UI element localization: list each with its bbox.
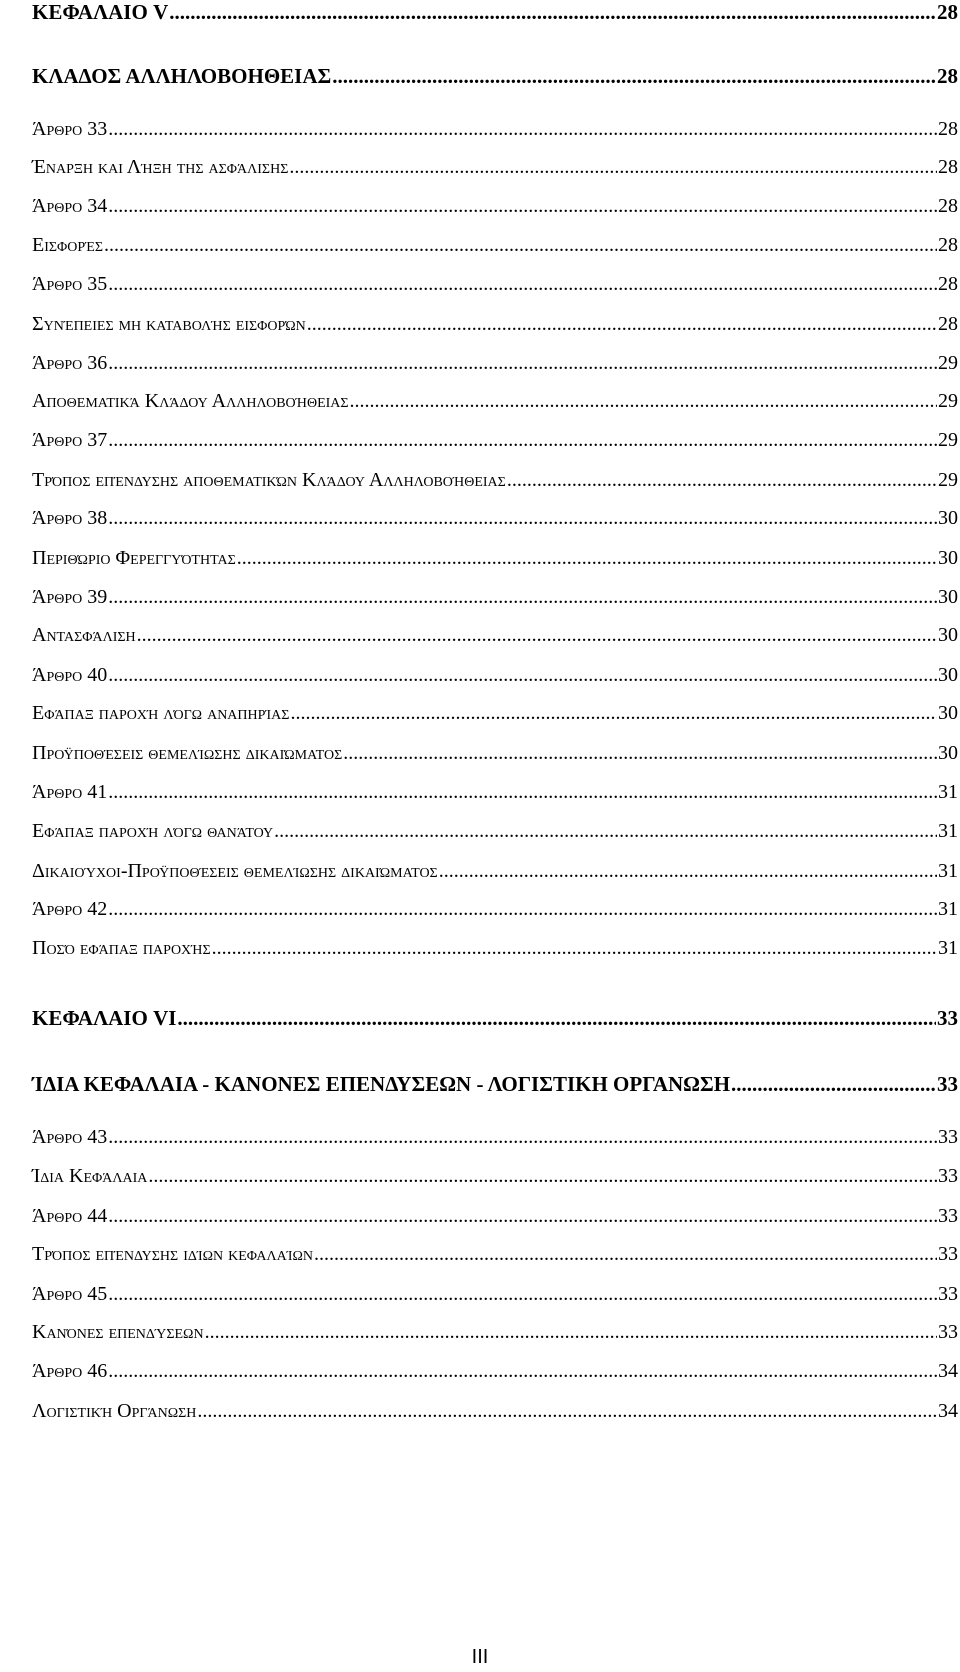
toc-entry-page: 31	[938, 937, 958, 959]
toc-entry[interactable]	[32, 820, 958, 843]
toc-entry-title: Κανόνες επενδύσεων	[32, 1321, 204, 1343]
toc-entry-page: 28	[937, 64, 958, 88]
toc-entry-page: 31	[938, 898, 958, 920]
dot-leader	[169, 0, 936, 25]
toc-entry[interactable]	[32, 195, 958, 218]
toc-entry-title: Εισφορές	[32, 234, 104, 256]
toc-entry-title: Άρθρο 38	[32, 507, 108, 529]
toc-entry[interactable]	[32, 118, 958, 141]
toc-entry-title: Άρθρο 45	[32, 1283, 108, 1305]
toc-entry-title: Άρθρο 46	[32, 1360, 108, 1382]
dot-leader	[108, 429, 937, 452]
dot-leader	[148, 1165, 937, 1188]
dot-leader	[108, 352, 937, 375]
toc-entry-page: 29	[938, 429, 958, 451]
toc-entry-title: Προϋποθέσεις θεμελίωσης δικαιώματος	[32, 742, 343, 764]
dot-leader	[108, 1205, 937, 1228]
toc-entry-title: Έναρξη και Λήξη της ασφάλισης	[32, 156, 289, 178]
toc-entry-page: 31	[938, 820, 958, 842]
toc-entry-page: 30	[938, 702, 958, 724]
dot-leader	[332, 64, 936, 89]
toc-entry-page: 33	[937, 1006, 958, 1030]
toc-entry[interactable]	[32, 664, 958, 687]
toc-entry-title: ΊΔΙΑ ΚΕΦΑΛΑΙΑ - ΚΑΝΟΝΕΣ ΕΠΕΝΔΥΣΕΩΝ - ΛΟΓΙΣΤΙΚΗ ΟΡΓΑΝΩΣΗ	[32, 1072, 731, 1096]
toc-entry[interactable]	[32, 1243, 958, 1266]
toc-entry[interactable]	[32, 742, 958, 765]
toc-entry-title: Άρθρο 40	[32, 664, 108, 686]
dot-leader	[507, 469, 937, 492]
toc-entry[interactable]	[32, 469, 958, 492]
dot-leader	[197, 1400, 937, 1423]
dot-leader	[237, 547, 937, 570]
toc-entry-title: Άρθρο 35	[32, 273, 108, 295]
toc-entry[interactable]	[32, 1283, 958, 1306]
toc-entry[interactable]	[32, 429, 958, 452]
toc-entry-title: Εφάπαξ παροχή λόγω αναπηρίας	[32, 702, 290, 724]
dot-leader	[205, 1321, 937, 1344]
toc-entry[interactable]	[32, 1400, 958, 1423]
toc-entry[interactable]	[32, 352, 958, 375]
toc-entry-page: 29	[938, 352, 958, 374]
toc-entry-page: 34	[938, 1400, 958, 1422]
dot-leader	[350, 390, 937, 413]
toc-entry-page: 30	[938, 624, 958, 646]
toc-entry[interactable]	[32, 156, 958, 179]
toc-entry[interactable]	[32, 860, 958, 883]
dot-leader	[108, 118, 937, 141]
toc-entry-page: 33	[938, 1165, 958, 1187]
toc-entry[interactable]	[32, 624, 958, 647]
toc-entry[interactable]	[32, 1165, 958, 1188]
toc-entry-page: 28	[938, 118, 958, 140]
toc-entry-page: 33	[937, 1072, 958, 1096]
toc-entry-title: Άρθρο 34	[32, 195, 108, 217]
toc-entry-title: Ίδια Κεφάλαια	[32, 1165, 148, 1187]
toc-entry[interactable]	[32, 1126, 958, 1149]
toc-entry-title: Λογιστική Οργάνωση	[32, 1400, 197, 1422]
dot-leader	[108, 1283, 937, 1306]
toc-chapter-entry[interactable]	[32, 0, 958, 25]
toc-entry[interactable]	[32, 547, 958, 570]
toc-entry[interactable]	[32, 937, 958, 960]
toc-entry[interactable]	[32, 313, 958, 336]
toc-entry-title: Ποσό εφάπαξ παροχής	[32, 937, 211, 959]
toc-chapter-entry[interactable]	[32, 1006, 958, 1031]
toc-entry-title: Άρθρο 39	[32, 586, 108, 608]
toc-entry-page: 34	[938, 1360, 958, 1382]
toc-entry-title: ΚΕΦΑΛΑΙΟ VI	[32, 1006, 177, 1030]
toc-entry-title: Άρθρο 33	[32, 118, 108, 140]
toc-entry-title: Δικαιούχοι-Προϋποθέσεις θεμελίωσης δικαιώματος	[32, 860, 438, 882]
toc-entry-title: Αποθεματικά Κλάδου Αλληλοβοήθειας	[32, 390, 349, 412]
toc-chapter-entry[interactable]	[32, 1072, 958, 1097]
dot-leader	[343, 742, 937, 765]
toc-entry-page: 31	[938, 860, 958, 882]
toc-entry-page: 30	[938, 742, 958, 764]
toc-entry-title: Συνέπειες μη καταβολής εισφορών	[32, 313, 306, 335]
toc-chapter-entry[interactable]	[32, 64, 958, 89]
dot-leader	[108, 1126, 937, 1149]
toc-entry-page: 28	[938, 313, 958, 335]
dot-leader	[108, 1360, 937, 1383]
toc-entry-title: ΚΕΦΑΛΑΙΟ V	[32, 0, 169, 24]
dot-leader	[137, 624, 937, 647]
toc-entry-page: 28	[937, 0, 958, 24]
toc-entry-page: 33	[938, 1283, 958, 1305]
toc-entry[interactable]	[32, 898, 958, 921]
toc-entry[interactable]	[32, 586, 958, 609]
dot-leader	[289, 156, 937, 179]
dot-leader	[731, 1072, 936, 1097]
dot-leader	[314, 1243, 937, 1266]
toc-entry[interactable]	[32, 234, 958, 257]
toc-entry-title: Εφάπαξ παροχή λόγω θανάτου	[32, 820, 274, 842]
toc-entry[interactable]	[32, 1321, 958, 1344]
dot-leader	[108, 898, 937, 921]
dot-leader	[307, 313, 937, 336]
toc-entry-title: Άρθρο 44	[32, 1205, 108, 1227]
toc-entry[interactable]	[32, 1205, 958, 1228]
dot-leader	[212, 937, 937, 960]
toc-entry-title: Αντασφάλιση	[32, 624, 136, 646]
toc-entry[interactable]	[32, 702, 958, 725]
toc-entry-page: 33	[938, 1205, 958, 1227]
toc-entry-page: 28	[938, 156, 958, 178]
toc-entry-page: 29	[938, 390, 958, 412]
toc-entry-page: 28	[938, 234, 958, 256]
toc-entry-title: Άρθρο 36	[32, 352, 108, 374]
toc-entry-title: Περιθώριο Φερεγγυότητας	[32, 547, 236, 569]
toc-entry-page: 33	[938, 1321, 958, 1343]
toc-entry-page: 29	[938, 469, 958, 491]
dot-leader	[108, 507, 937, 530]
toc-entry[interactable]	[32, 507, 958, 530]
toc-entry-title: Άρθρο 37	[32, 429, 108, 451]
toc-entry[interactable]	[32, 273, 958, 296]
toc-entry-title: Άρθρο 42	[32, 898, 108, 920]
toc-entry-page: 30	[938, 547, 958, 569]
toc-entry-page: 33	[938, 1126, 958, 1148]
toc-entry-page: 31	[938, 781, 958, 803]
toc-entry-page: 28	[938, 273, 958, 295]
toc-entry-page: 30	[938, 664, 958, 686]
dot-leader	[274, 820, 937, 843]
toc-entry-page: 30	[938, 586, 958, 608]
toc-entry-page: 30	[938, 507, 958, 529]
toc-entry-title: Τρόπος επένδυσης αποθεματικών Κλάδου Αλληλοβοήθειας	[32, 469, 506, 491]
toc-entry-page: 28	[938, 195, 958, 217]
toc-entry-title: Άρθρο 43	[32, 1126, 108, 1148]
dot-leader	[108, 664, 937, 687]
dot-leader	[290, 702, 937, 725]
page-number: III	[471, 1646, 489, 1668]
toc-entry[interactable]	[32, 1360, 958, 1383]
toc-entry[interactable]	[32, 781, 958, 804]
toc-entry-title: Άρθρο 41	[32, 781, 108, 803]
dot-leader	[439, 860, 937, 883]
toc-entry-title: Τρόπος επένδυσης ιδίων κεφαλαίων	[32, 1243, 313, 1265]
dot-leader	[108, 586, 937, 609]
toc-entry[interactable]	[32, 390, 958, 413]
toc-entry-page: 33	[938, 1243, 958, 1265]
dot-leader	[108, 781, 937, 804]
dot-leader	[108, 273, 937, 296]
dot-leader	[177, 1006, 936, 1031]
dot-leader	[108, 195, 937, 218]
dot-leader	[104, 234, 937, 257]
toc-entry-title: ΚΛΑΔΟΣ ΑΛΛΗΛΟΒΟΗΘΕΙΑΣ	[32, 64, 332, 88]
